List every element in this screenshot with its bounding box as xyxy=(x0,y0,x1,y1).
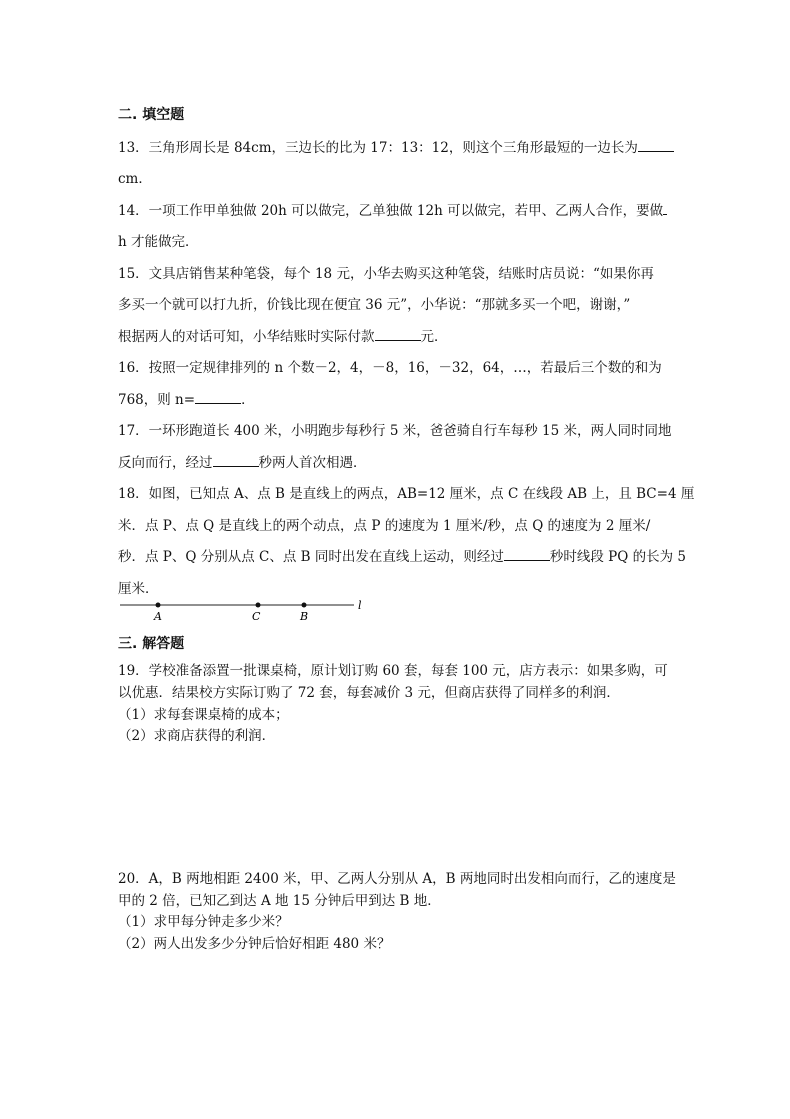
q20-part-1: （1）求甲每分钟走多少米？ xyxy=(118,914,289,930)
q14-line-1 xyxy=(118,199,667,219)
q13-line-1 xyxy=(118,136,674,156)
q17-text: 反向而行，经过 xyxy=(118,455,213,471)
q18-line-4: 厘米． xyxy=(118,581,159,597)
section-2-heading: 二. 填空题 xyxy=(118,107,185,123)
q17-line-1: 17．一环形跑道长 400 米，小明跑步每秒行 5 米，爸爸骑自行车每秒 15 米，两人同时同地 xyxy=(118,423,672,439)
answer-blank[interactable] xyxy=(663,202,667,215)
q19-line-2: 以优惠．结果校方实际订购了 72 套，每套减价 3 元，但商店获得了同样多的利润． xyxy=(118,685,620,701)
q15-line-2: 多买一个就可以打九折，价钱比现在便宜 36 元”，小华说：“那就多买一个吧，谢谢，” xyxy=(118,297,631,313)
q15-line-3 xyxy=(118,325,448,345)
answer-blank[interactable] xyxy=(504,548,550,561)
answer-blank[interactable] xyxy=(195,391,241,404)
q18-text-end: 秒时线段 PQ 的长为 5 xyxy=(549,549,686,565)
answer-blank[interactable] xyxy=(213,454,259,467)
q17-end: 秒两人首次相遇． xyxy=(258,455,367,471)
point-c xyxy=(256,603,261,608)
label-a: A xyxy=(154,610,162,623)
label-c: C xyxy=(252,610,261,623)
q20-part-2: （2）两人出发多少分钟后恰好相距 480 米？ xyxy=(118,936,391,952)
section-3-heading: 三. 解答题 xyxy=(118,636,185,652)
q13-line-2: cm． xyxy=(118,171,152,187)
q13-text: 13．三角形周长是 84cm，三边长的比为 17：13：12，则这个三角形最短的一边长为 xyxy=(118,140,638,156)
q18-line-2: 米．点 P、点 Q 是直线上的两个动点，点 P 的速度为 1 厘米/秒，点 Q 的速度为 2 厘米/ xyxy=(118,518,651,534)
point-a xyxy=(156,603,161,608)
answer-blank[interactable] xyxy=(638,139,674,152)
number-line-figure xyxy=(118,597,378,623)
q18-text: 秒．点 P、Q 分别从点 C、点 B 同时出发在直线上运动，则经过 xyxy=(118,549,504,565)
q19-part-2: （2）求商店获得的利润． xyxy=(118,728,276,744)
label-b: B xyxy=(300,610,309,623)
q17-line-2 xyxy=(118,451,367,471)
q20-line-2: 甲的 2 倍，已知乙到达 A 地 15 分钟后甲到达 B 地． xyxy=(118,893,441,909)
q15-line-1: 15．文具店销售某种笔袋，每个 18 元，小华去购买这种笔袋，结账时店员说：“如果你再 xyxy=(118,266,654,282)
q18-line-3 xyxy=(118,545,686,565)
q14-text: 14．一项工作甲单独做 20h 可以做完，乙单独做 12h 可以做完，若甲、乙两人合作，要做 xyxy=(118,203,664,219)
point-b xyxy=(302,603,307,608)
answer-blank[interactable] xyxy=(375,328,421,341)
q19-line-1: 19．学校准备添置一批课桌椅，原计划订购 60 套，每套 100 元，店方表示：如果多购，可 xyxy=(118,663,668,679)
q15-text: 根据两人的对话可知，小华结账时实际付款 xyxy=(118,329,375,345)
q16-line-1: 16．按照一定规律排列的 n 个数－2，4，－8，16，－32，64，…，若最后三个数的和为 xyxy=(118,360,662,376)
q16-text: 768，则 n= xyxy=(118,392,196,408)
q19-part-1: （1）求每套课桌椅的成本； xyxy=(118,707,289,723)
label-l: l xyxy=(358,599,362,612)
q18-line-1: 18．如图，已知点 A、点 B 是直线上的两点，AB=12 厘米，点 C 在线段 AB 上，且 BC=4 厘 xyxy=(118,486,695,502)
q16-end: ． xyxy=(241,392,255,408)
q14-line-2: h 才能做完． xyxy=(118,234,199,250)
q16-line-2 xyxy=(118,388,255,408)
q15-unit: 元． xyxy=(420,329,448,345)
q20-line-1: 20．A，B 两地相距 2400 米，甲、乙两人分别从 A，B 两地同时出发相向而行，乙的速度是 xyxy=(118,871,676,887)
